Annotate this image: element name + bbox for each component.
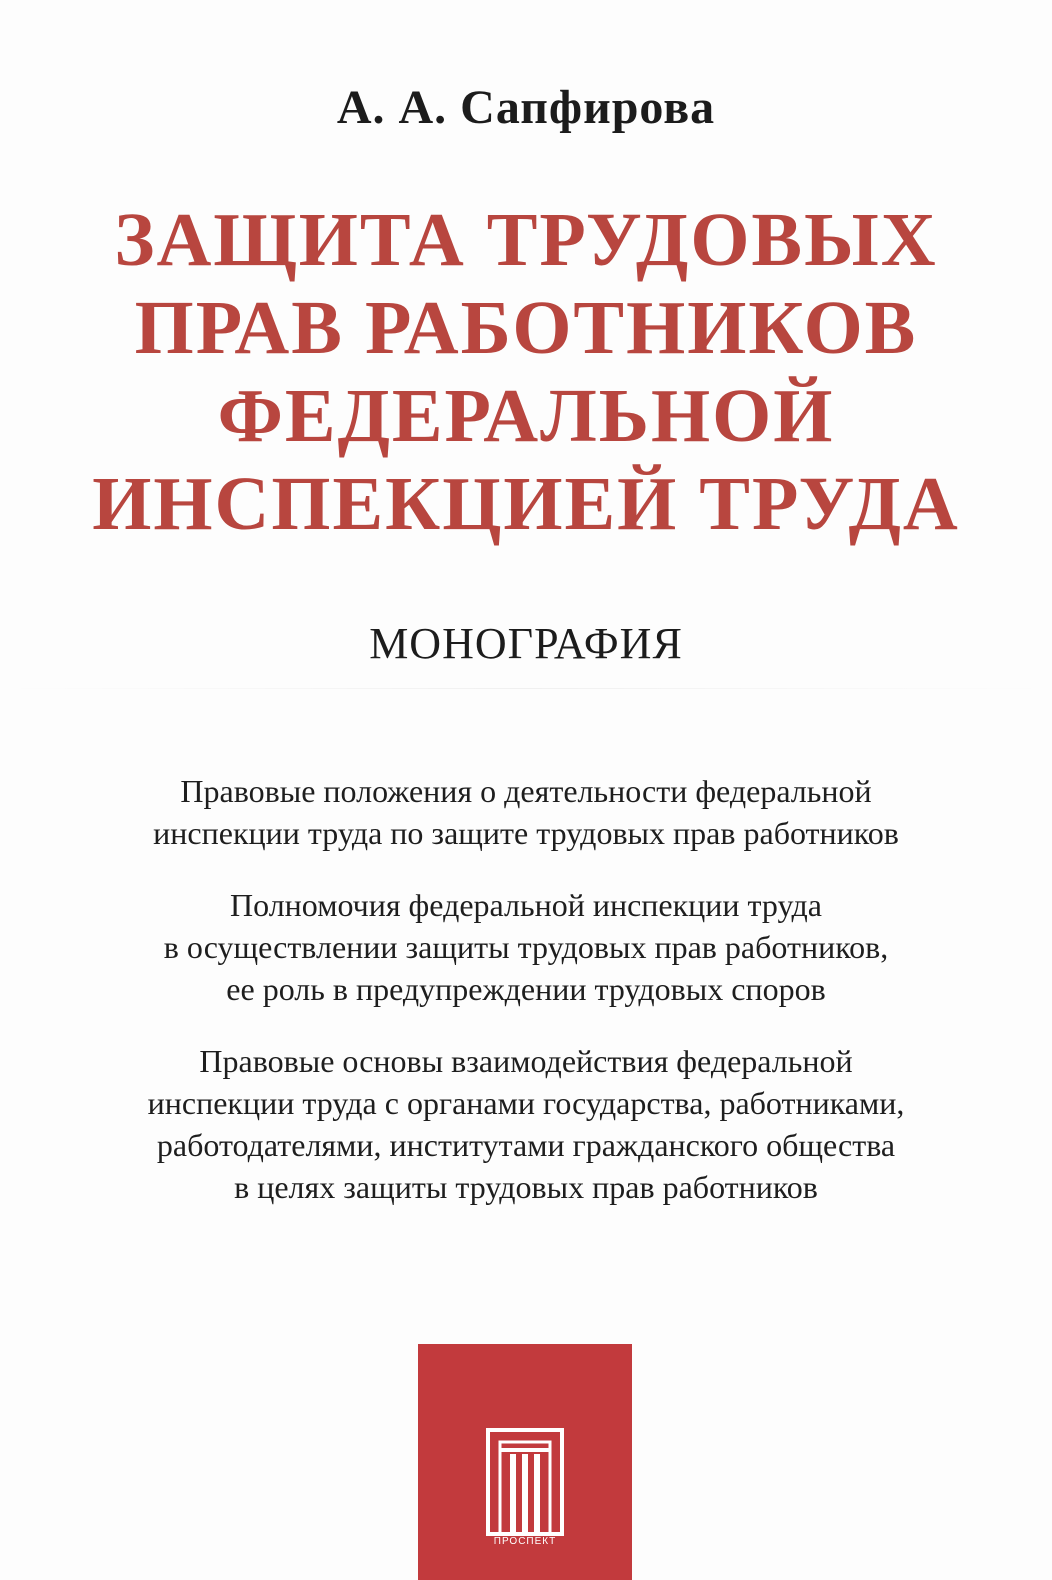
prospekt-portal-logo-icon bbox=[486, 1428, 564, 1540]
title-line-2: ПРАВ РАБОТНИКОВ bbox=[134, 286, 918, 370]
topic-line: ее роль в предупреждении трудовых споров bbox=[226, 971, 826, 1007]
topic-line: Полномочия федеральной инспекции труда bbox=[230, 887, 822, 923]
title-line-3: ФЕДЕРАЛЬНОЙ bbox=[217, 374, 835, 458]
publisher-block bbox=[418, 1344, 632, 1580]
topic-line: в осуществлении защиты трудовых прав работников, bbox=[163, 929, 889, 965]
author-name: А. А. Сапфирова bbox=[336, 81, 716, 134]
topics-list bbox=[0, 770, 1052, 1238]
topic-1 bbox=[0, 770, 1052, 854]
topic-2 bbox=[0, 884, 1052, 1010]
paper-crease bbox=[0, 688, 1052, 689]
topic-line: Правовые основы взаимодействия федеральной bbox=[199, 1043, 853, 1079]
title-line-1: ЗАЩИТА ТРУДОВЫХ bbox=[114, 198, 938, 282]
topic-line: в целях защиты трудовых прав работников bbox=[234, 1169, 818, 1205]
topic-line: Правовые положения о деятельности федеральной bbox=[180, 773, 872, 809]
publisher-name: ПРОСПЕКТ bbox=[493, 1536, 557, 1547]
book-title bbox=[0, 196, 1052, 548]
topic-3 bbox=[0, 1040, 1052, 1208]
topic-line: инспекции труда с органами государства, работниками, bbox=[147, 1085, 905, 1121]
title-line-4: ИНСПЕКЦИЕЙ ТРУДА bbox=[92, 462, 960, 546]
topic-line: инспекции труда по защите трудовых прав работников bbox=[153, 815, 899, 851]
topic-line: работодателями, институтами гражданского общества bbox=[156, 1127, 896, 1163]
book-genre: МОНОГРАФИЯ bbox=[369, 619, 683, 668]
